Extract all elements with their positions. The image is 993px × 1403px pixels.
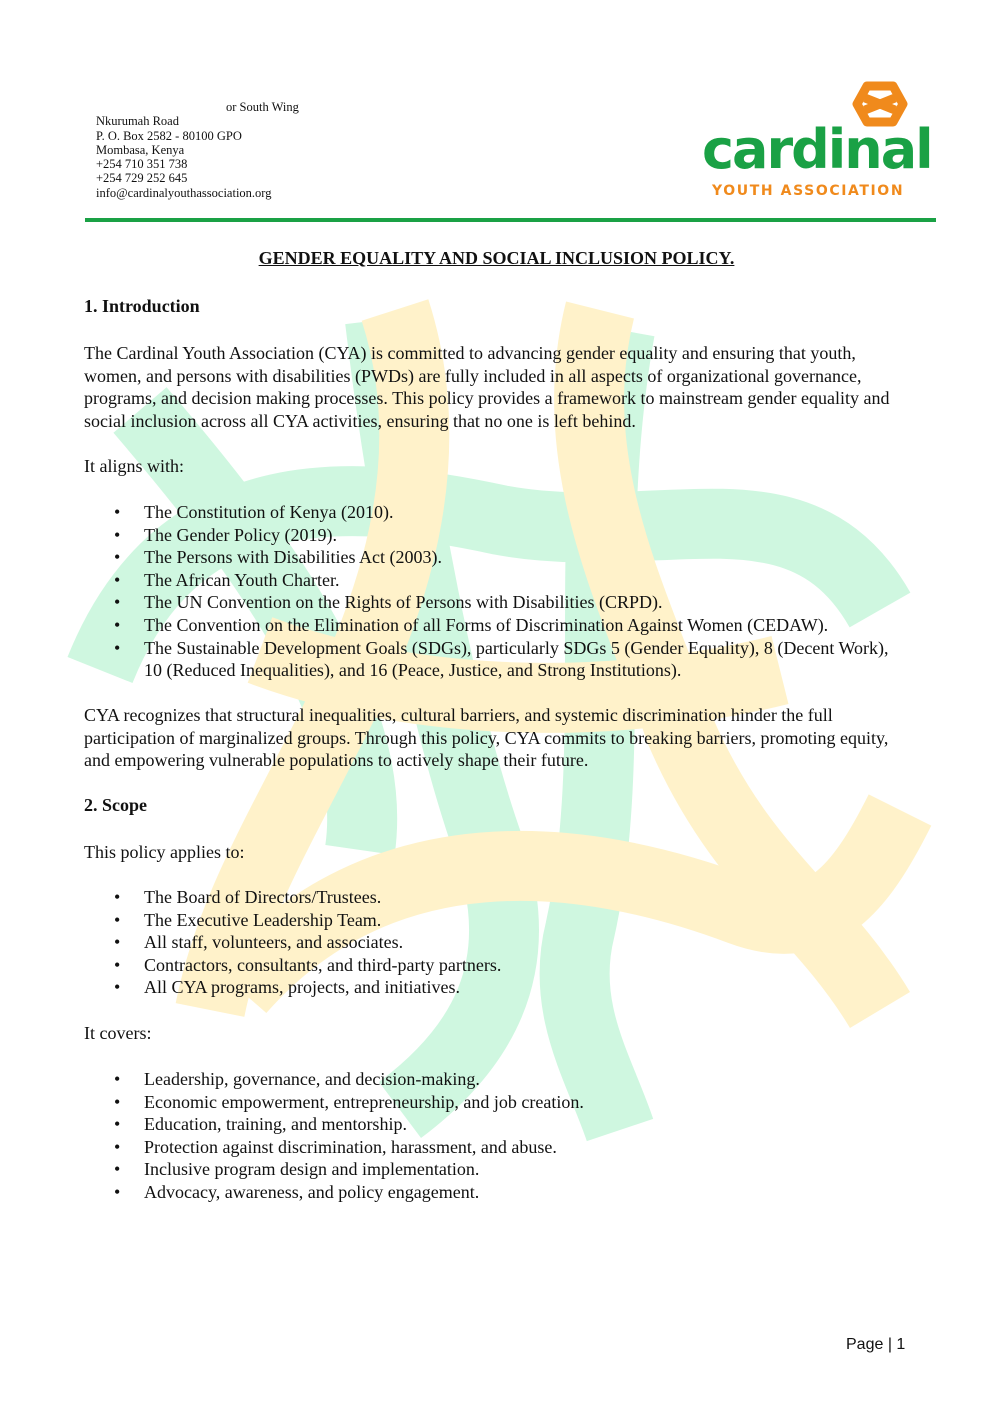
list-item: • Inclusive program design and implementation. <box>84 1158 904 1181</box>
list-item: • The African Youth Charter. <box>84 569 904 592</box>
list-item: • Contractors, consultants, and third-party partners. <box>84 954 904 977</box>
address-line: or South Wing <box>226 100 299 114</box>
list-item: • Education, training, and mentorship. <box>84 1113 904 1136</box>
section-heading-introduction: 1. Introduction <box>84 296 200 316</box>
section-heading-scope: 2. Scope <box>84 795 147 815</box>
letterhead-address <box>96 100 299 200</box>
list-item: • The Executive Leadership Team. <box>84 909 904 932</box>
list-item: • The UN Convention on the Rights of Persons with Disabilities (CRPD). <box>84 591 904 614</box>
list-item: • All CYA programs, projects, and initiatives. <box>84 976 904 999</box>
header-divider <box>85 218 936 222</box>
phone-line: +254 710 351 738 <box>96 157 188 172</box>
aligns-list <box>84 501 904 682</box>
list-item: • All staff, volunteers, and associates. <box>84 931 904 954</box>
cardinal-logo <box>700 80 930 205</box>
applies-intro: This policy applies to: <box>84 842 245 862</box>
applies-list <box>84 886 904 999</box>
recognition-paragraph: CYA recognizes that structural inequalities, cultural barriers, and systemic discrimination hinder the full participation of marginalized groups. Through this policy, CYA commits to breaking barriers, promoting equity, and empowering vulnerable populations to actively shape their future. <box>84 705 889 771</box>
address-line: Mombasa, Kenya <box>96 142 185 157</box>
logo-subtitle: YOUTH ASSOCIATION <box>712 183 905 199</box>
covers-list <box>84 1068 904 1204</box>
list-item: • The Persons with Disabilities Act (2003). <box>84 546 904 569</box>
list-item: • Protection against discrimination, harassment, and abuse. <box>84 1136 904 1159</box>
list-item: • The Board of Directors/Trustees. <box>84 886 904 909</box>
list-item: • The Constitution of Kenya (2010). <box>84 501 904 524</box>
list-item: • Leadership, governance, and decision-making. <box>84 1068 904 1091</box>
email-line: info@cardinalyouthassociation.org <box>96 185 272 200</box>
phone-line: +254 729 252 645 <box>96 171 188 186</box>
page-number: Page | 1 <box>846 1336 906 1353</box>
list-item: • The Sustainable Development Goals (SDGs), particularly SDGs 5 (Gender Equality), 8 (Decent Work), 10 (Reduced Inequalities), and 16 (Peace, Justice, and Strong Institutions). <box>84 637 904 682</box>
list-item: • Advocacy, awareness, and policy engagement. <box>84 1181 904 1204</box>
aligns-intro: It aligns with: <box>84 456 184 476</box>
list-item: • Economic empowerment, entrepreneurship, and job creation. <box>84 1091 904 1114</box>
document-title: GENDER EQUALITY AND SOCIAL INCLUSION POLICY. <box>258 248 735 268</box>
covers-intro: It covers: <box>84 1023 152 1043</box>
list-item: • The Convention on the Elimination of all Forms of Discrimination Against Women (CEDAW). <box>84 614 904 637</box>
list-item: • The Gender Policy (2019). <box>84 524 904 547</box>
address-line: Nkurumah Road <box>96 114 179 129</box>
address-line: P. O. Box 2582 - 80100 GPO <box>96 128 242 143</box>
logo-wordmark: cardinal <box>702 118 932 181</box>
intro-paragraph: The Cardinal Youth Association (CYA) is committed to advancing gender equality and ensuring that youth, women, and persons with disabilities (PWDs) are fully included in all aspects of organizational governance, programs, and decision making processes. This policy provides a framework to mainstream gender equality and social inclusion across all CYA activities, ensuring that no one is left behind. <box>84 343 890 432</box>
